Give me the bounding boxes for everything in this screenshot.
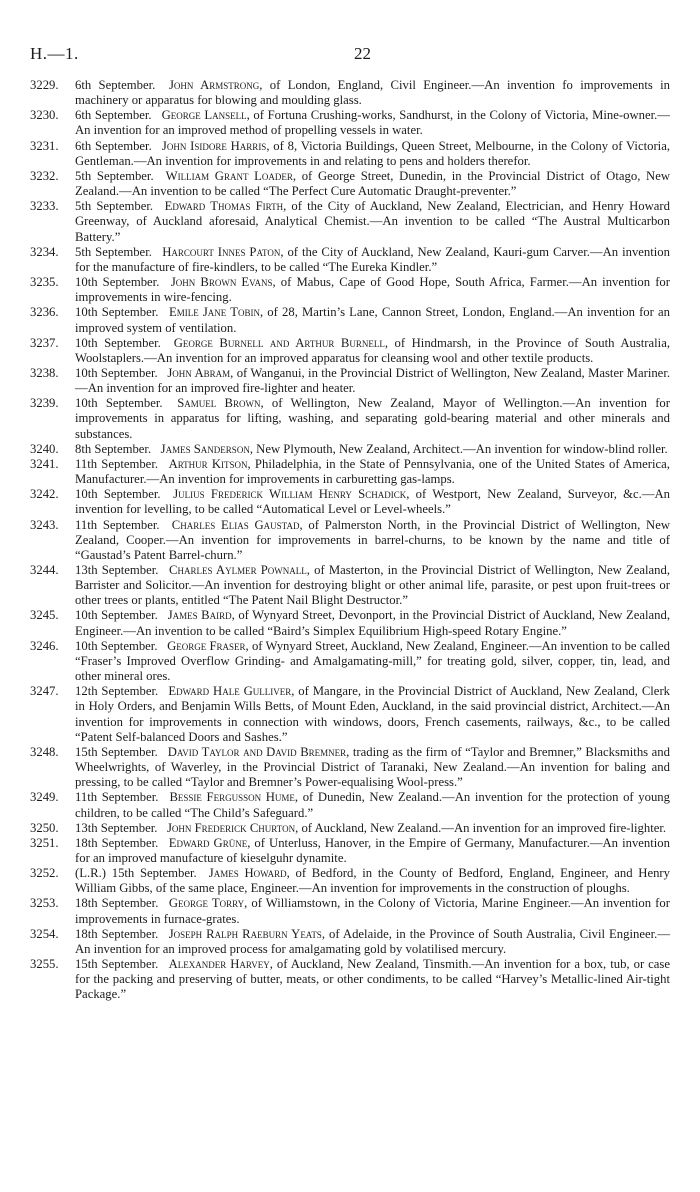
list-item	[30, 336, 670, 366]
entry-number: 3236.	[30, 305, 59, 320]
entry-number: 3243.	[30, 517, 59, 532]
entry-date: 6th September.	[75, 108, 152, 123]
entry-number: 3242.	[30, 487, 59, 502]
entry-number: 3255.	[30, 957, 59, 972]
applicant-name: Charles Aylmer Pownall	[168, 563, 307, 577]
list-item	[30, 684, 670, 745]
entry-date: 5th September.	[75, 199, 154, 214]
applicant-name: Joseph Ralph Raeburn Yeats	[168, 926, 322, 941]
applicant-name: Edward Thomas Firth	[164, 199, 284, 214]
entry-number: 3253.	[30, 896, 59, 911]
entry-text: , of Williamstown, in the Colony of Victoria, Marine Engineer.—An invention for improvements in furnace-grates.	[75, 896, 670, 926]
entry-number: 3234.	[30, 244, 59, 259]
entry-number: 3245.	[30, 608, 59, 623]
applicant-name: David Taylor and David Bremner	[167, 744, 347, 759]
applicant-name: John Frederick Churton	[166, 820, 296, 835]
entry-date: 5th September.	[75, 244, 152, 259]
applicant-name: George Lansell	[161, 108, 247, 123]
applicant-name: John Abram	[167, 365, 231, 380]
entry-text: , Philadelphia, in the State of Pennsylvania, one of the United States of America, Manufacturer.—An invention for improvements in carburetting gas-lamps.	[75, 456, 670, 487]
list-item	[30, 305, 670, 335]
applicant-name: James Baird	[167, 608, 232, 623]
entry-text: , of Auckland, New Zealand, Tinsmith.—An invention for a box, tub, or case for the packing and preserving of butter, meats, or other condiments, to be called “Harvey’s Metallic-lined Air-tight Package.”	[75, 957, 670, 1002]
entry-number: 3247.	[30, 684, 59, 699]
applicant-name: John Brown Evans	[170, 275, 273, 290]
list-item	[30, 199, 670, 244]
entry-number: 3249.	[30, 790, 59, 805]
list-item	[30, 487, 670, 517]
list-item	[30, 78, 670, 108]
entry-date: (L.R.) 15th September.	[75, 866, 197, 881]
document-reference: H.—1.	[30, 44, 79, 63]
list-item	[30, 957, 670, 1002]
entry-text: , of Dunedin, New Zealand.—An invention for the protection of young children, to be called “The Child’s Safeguard.”	[75, 790, 670, 820]
applicant-name: Samuel Brown	[177, 396, 261, 411]
entry-number: 3248.	[30, 744, 59, 759]
entry-date: 6th September.	[75, 78, 156, 92]
entry-text: , of Adelaide, in the Province of South Australia, Civil Engineer.—An invention for an improved process for amalgamating gold by volatilised mercury.	[75, 926, 671, 956]
entry-date: 10th September.	[75, 335, 161, 350]
entry-text: , of Palmerston North, in the Provincial District of Wellington, New Zealand, Cooper.—An invention for improvements in barrel-churns, to be known by the name and title of “Gaustad’s Patent Barrel-churn.”	[75, 517, 670, 562]
applicant-name: Edward Grüne	[168, 835, 248, 850]
list-item	[30, 608, 670, 638]
applicant-name: Julius Frederick William Henry Schadick	[173, 487, 407, 502]
entry-date: 13th September.	[75, 820, 158, 835]
entry-number: 3254.	[30, 926, 59, 941]
entry-text: , of Wynyard Street, Auckland, New Zealand, Engineer.—An invention to be called “Fraser’s Improved Overflow Grinding- and Amalgamating-mill,” for treating gold, silver, copper, tin, lead, and other mineral ores.	[75, 638, 670, 684]
entry-text: , of 28, Martin’s Lane, Cannon Street, London, England.—An invention for an improved system of ventilation.	[75, 305, 671, 335]
entry-date: 18th September.	[75, 926, 159, 941]
list-item	[30, 169, 670, 199]
entry-number: 3232.	[30, 168, 59, 183]
applicant-name: Arthur Kitson	[168, 456, 248, 471]
entry-number: 3244.	[30, 563, 59, 577]
entry-text: , of Unterluss, Hanover, in the Empire of Germany, Manufacturer.—An invention for an improved manufacture of kieselguhr dynamite.	[75, 835, 670, 865]
list-item	[30, 790, 670, 820]
entry-text: , of Hindmarsh, in the Province of South Australia, Woolstaplers.—An invention for an improved apparatus for cleansing wool and other textile products.	[75, 335, 670, 365]
entry-text: , of London, England, Civil Engineer.—An invention fo improvements in machinery or apparatus for blowing and moulding glass.	[75, 78, 671, 108]
entry-date: 10th September.	[75, 638, 158, 653]
list-item	[30, 821, 670, 836]
entry-number: 3233.	[30, 199, 59, 214]
entry-number: 3241.	[30, 456, 59, 471]
entry-text: , of Wellington, New Zealand, Mayor of Wellington.—An invention for improvements in apparatus for lifting, washing, and separating gold-bearing material and other minerals and substances.	[75, 396, 671, 441]
entry-date: 6th September.	[75, 138, 152, 153]
applicant-name: George Burnell and Arthur Burnell	[173, 335, 385, 350]
list-item	[30, 275, 670, 305]
entry-text: , of Westport, New Zealand, Surveyor, &c.—An invention for levelling, to be called “Automatical Level or Level-wheels.”	[75, 487, 671, 517]
entry-text: , of Bedford, in the County of Bedford, England, Engineer, and Henry William Gibbs, of the same place, Engineer.—An invention for improvements in the construction of ploughs.	[75, 866, 670, 896]
list-item	[30, 745, 670, 790]
applicant-name: Charles Elias Gaustad	[171, 517, 300, 532]
entry-date: 15th September.	[75, 744, 158, 759]
entry-number: 3240.	[30, 441, 59, 456]
entry-text: , New Plymouth, New Zealand, Architect.—An invention for window-blind roller.	[249, 441, 668, 456]
entry-text: , of the City of Auckland, New Zealand, Kauri-gum Carver.—An invention for the manufacture of fire-kindlers, to be called “The Eureka Kindler.”	[75, 244, 670, 274]
applicant-name: Emile Jane Tobin	[168, 305, 260, 320]
list-item	[30, 108, 670, 138]
entry-text: , of Wanganui, in the Provincial District of Wellington, New Zealand, Master Mariner.—An invention for an improved fire-lighter and heater.	[75, 365, 671, 396]
list-item	[30, 457, 670, 487]
list-item	[30, 396, 670, 441]
entry-date: 11th September.	[75, 517, 160, 532]
applicant-name: James Sanderson	[160, 441, 250, 456]
applicant-name: John Armstrong	[169, 78, 260, 92]
entry-number: 3238.	[30, 365, 59, 380]
entry-number: 3231.	[30, 138, 59, 153]
entry-number: 3235.	[30, 275, 59, 290]
list-item	[30, 518, 670, 563]
entry-number: 3252.	[30, 866, 59, 881]
entry-number: 3239.	[30, 396, 59, 411]
entry-number: 3246.	[30, 638, 59, 653]
applicant-name: George Fraser	[167, 638, 246, 653]
entry-number: 3230.	[30, 108, 59, 123]
entry-text: , trading as the firm of “Taylor and Bremner,” Blacksmiths and Wheelwrights, of Waverley, in the Provincial District of Taranaki, New Zealand.—An invention for baling and pressing, to be called “Taylor and Bremner’s Power-equalising Wool-press.”	[75, 744, 670, 790]
list-item	[30, 927, 670, 957]
entry-number: 3237.	[30, 335, 59, 350]
entry-date: 10th September.	[75, 487, 161, 502]
entry-text: , of Mabus, Cape of Good Hope, South Africa, Farmer.—An invention for improvements in wire-fencing.	[75, 275, 670, 305]
entry-date: 18th September.	[75, 835, 159, 850]
list-item	[30, 245, 670, 275]
list-item	[30, 866, 670, 896]
page-number: 22	[354, 44, 371, 63]
entry-number: 3251.	[30, 835, 59, 850]
entry-date: 12th September.	[75, 684, 159, 699]
entry-text: , of the City of Auckland, New Zealand, Electrician, and Henry Howard Greenway, of Auckland aforesaid, Analytical Chemist.—An invention to be called “The Austral Multicarbon Battery.”	[75, 199, 670, 244]
entry-date: 10th September.	[75, 305, 159, 320]
entry-date: 13th September.	[75, 563, 159, 577]
entry-date: 8th September.	[75, 441, 152, 456]
list-item	[30, 896, 670, 926]
entry-date: 18th September.	[75, 896, 159, 911]
list-item	[30, 139, 670, 169]
entry-date: 15th September.	[75, 957, 159, 972]
applicant-name: Alexander Harvey	[168, 957, 270, 972]
entry-date: 10th September.	[75, 275, 160, 290]
applicant-name: William Grant Loader	[165, 168, 293, 183]
list-item	[30, 836, 670, 866]
applicant-name: John Isidore Harris	[161, 138, 267, 153]
list-item	[30, 366, 670, 396]
applicant-name: George Torry	[168, 896, 245, 911]
entry-text: , of Masterton, in the Provincial District of Wellington, New Zealand, Barrister and Solicitor.—An invention for destroying blight or other animal life, parasite, or pest upon fruit-trees or other trees or plants, entitled “The Patent Nail Blight Destructor.”	[75, 563, 670, 608]
applicant-name: Edward Hale Gulliver	[168, 684, 292, 699]
entry-text: , of Mangare, in the Provincial District of Auckland, New Zealand, Clerk in Holy Orders, and Benjamin Wills Betts, of Mount Eden, Auckland, in the said provincial district, Architect.—An invention for improvements in connection with windows, doors, French casements, railways, &c., to be called “Patent Self-balanced Doors and Sashes.”	[75, 684, 671, 744]
applicant-name: Bessie Fergusson Hume	[169, 790, 295, 805]
applicant-name: James Howard	[208, 866, 287, 881]
list-item	[30, 639, 670, 684]
list-item	[30, 442, 670, 457]
entry-text: , of Auckland, New Zealand.—An invention for an improved fire-lighter.	[295, 820, 667, 835]
entry-number: 3250.	[30, 820, 59, 835]
entry-text: , of 8, Victoria Buildings, Queen Street, Melbourne, in the Colony of Victoria, Gentleman.—An invention for improvements in and relating to pens and holders therefor.	[75, 138, 671, 168]
entry-date: 10th September.	[75, 396, 163, 411]
patent-entries-list	[30, 78, 670, 1003]
applicant-name: Harcourt Innes Paton	[162, 244, 281, 259]
entry-text: , of George Street, Dunedin, in the Provincial District of Otago, New Zealand.—An invention to be called “The Perfect Cure Automatic Draught-preventer.”	[75, 168, 670, 199]
entry-date: 10th September.	[75, 365, 158, 380]
entry-text: , of Fortuna Crushing-works, Sandhurst, in the Colony of Victoria, Mine-owner.—An invention for an improved method of propelling vessels in water.	[75, 108, 670, 138]
entry-text: , of Wynyard Street, Devonport, in the Provincial District of Auckland, New Zealand, Engineer.—An invention to be called “Baird’s Simplex Equilibrium High-speed Rotary Engine.”	[75, 608, 670, 638]
entry-number: 3229.	[30, 78, 59, 92]
entry-date: 10th September.	[75, 608, 158, 623]
list-item	[30, 563, 670, 608]
entry-date: 5th September.	[75, 168, 154, 183]
entry-date: 11th September.	[75, 456, 159, 471]
page-header	[30, 44, 670, 78]
entry-date: 11th September.	[75, 790, 159, 805]
